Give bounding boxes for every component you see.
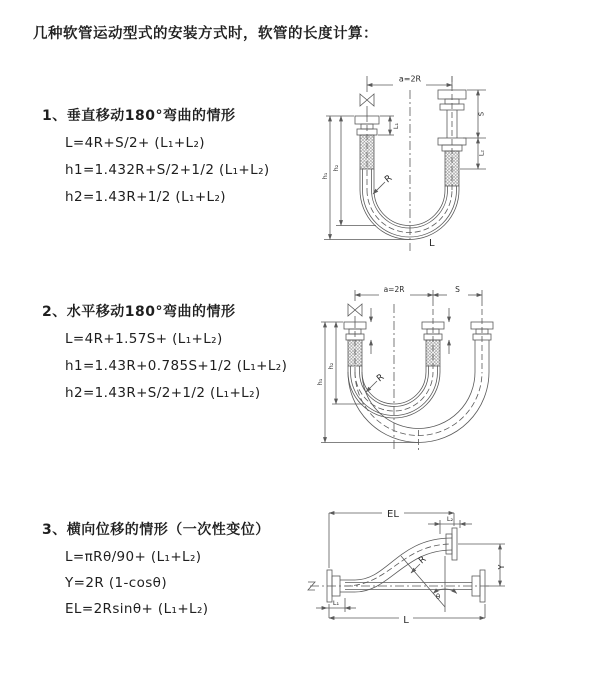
section-2-heading: 2、水平移动180°弯曲的情形 (42, 304, 236, 320)
dim-label-h1: h₁ (321, 172, 329, 180)
length-label-l: L (429, 238, 435, 249)
section-3-heading: 3、横向位移的情形（一次性变位） (42, 522, 270, 538)
radius-label-r: R (417, 554, 429, 567)
section-2-formula-h2: h2=1.43R+S/2+1/2 (L₁+L₂) (65, 385, 261, 401)
section-3-formula-EL: EL=2Rsinθ+ (L₁+L₂) (65, 601, 209, 617)
section-3-formula-Y: Y=2R (1-cosθ) (65, 575, 167, 591)
dim-label-s: S (477, 111, 486, 117)
dim-label-s: S (455, 285, 460, 294)
diagram-lateral-displacement (300, 500, 600, 660)
dim-label-a2r: a=2R (383, 285, 405, 294)
dim-label-el: EL (387, 509, 399, 520)
dim-label-l1: L₁ (332, 599, 340, 607)
dim-label-h1: h₁ (316, 378, 324, 386)
radius-label-r: R (383, 173, 395, 186)
section-1-formula-h1: h1=1.432R+S/2+1/2 (L₁+L₂) (65, 162, 270, 178)
dim-label-h2: h₂ (332, 164, 340, 172)
valve-icon (360, 94, 374, 106)
length-label-l: L (403, 615, 409, 626)
valve-icon (348, 304, 362, 316)
section-1-heading: 1、垂直移动180°弯曲的情形 (42, 108, 236, 124)
section-2-formula-h1: h1=1.43R+0.785S+1/2 (L₁+L₂) (65, 358, 288, 374)
u-bend-hose (360, 190, 459, 240)
dim-label-a2r: a=2R (398, 74, 422, 84)
section-3-formula-L: L=πRθ/90+ (L₁+L₂) (65, 549, 202, 565)
dim-label-h2: h₂ (327, 362, 335, 370)
dim-label-l2: L₂ (446, 515, 454, 523)
diagram-horizontal-180-bend (313, 282, 598, 457)
diagram-vertical-180-bend (310, 68, 590, 258)
dim-label-y: Y (497, 564, 506, 570)
displaced-hose-curve (340, 538, 452, 592)
section-2-formula-L: L=4R+1.57S+ (L₁+L₂) (65, 331, 223, 347)
braid-section (426, 340, 440, 366)
radius-label-r: R (375, 372, 387, 385)
dim-label-l2: L₂ (477, 149, 486, 157)
page-title: 几种软管运动型式的安装方式时，软管的长度计算： (33, 26, 378, 42)
dim-label-l1: L₁ (392, 122, 400, 130)
section-1-formula-h2: h2=1.43R+1/2 (L₁+L₂) (65, 189, 226, 205)
angle-label-theta: θ (435, 593, 441, 601)
section-1-formula-L: L=4R+S/2+ (L₁+L₂) (65, 135, 205, 151)
